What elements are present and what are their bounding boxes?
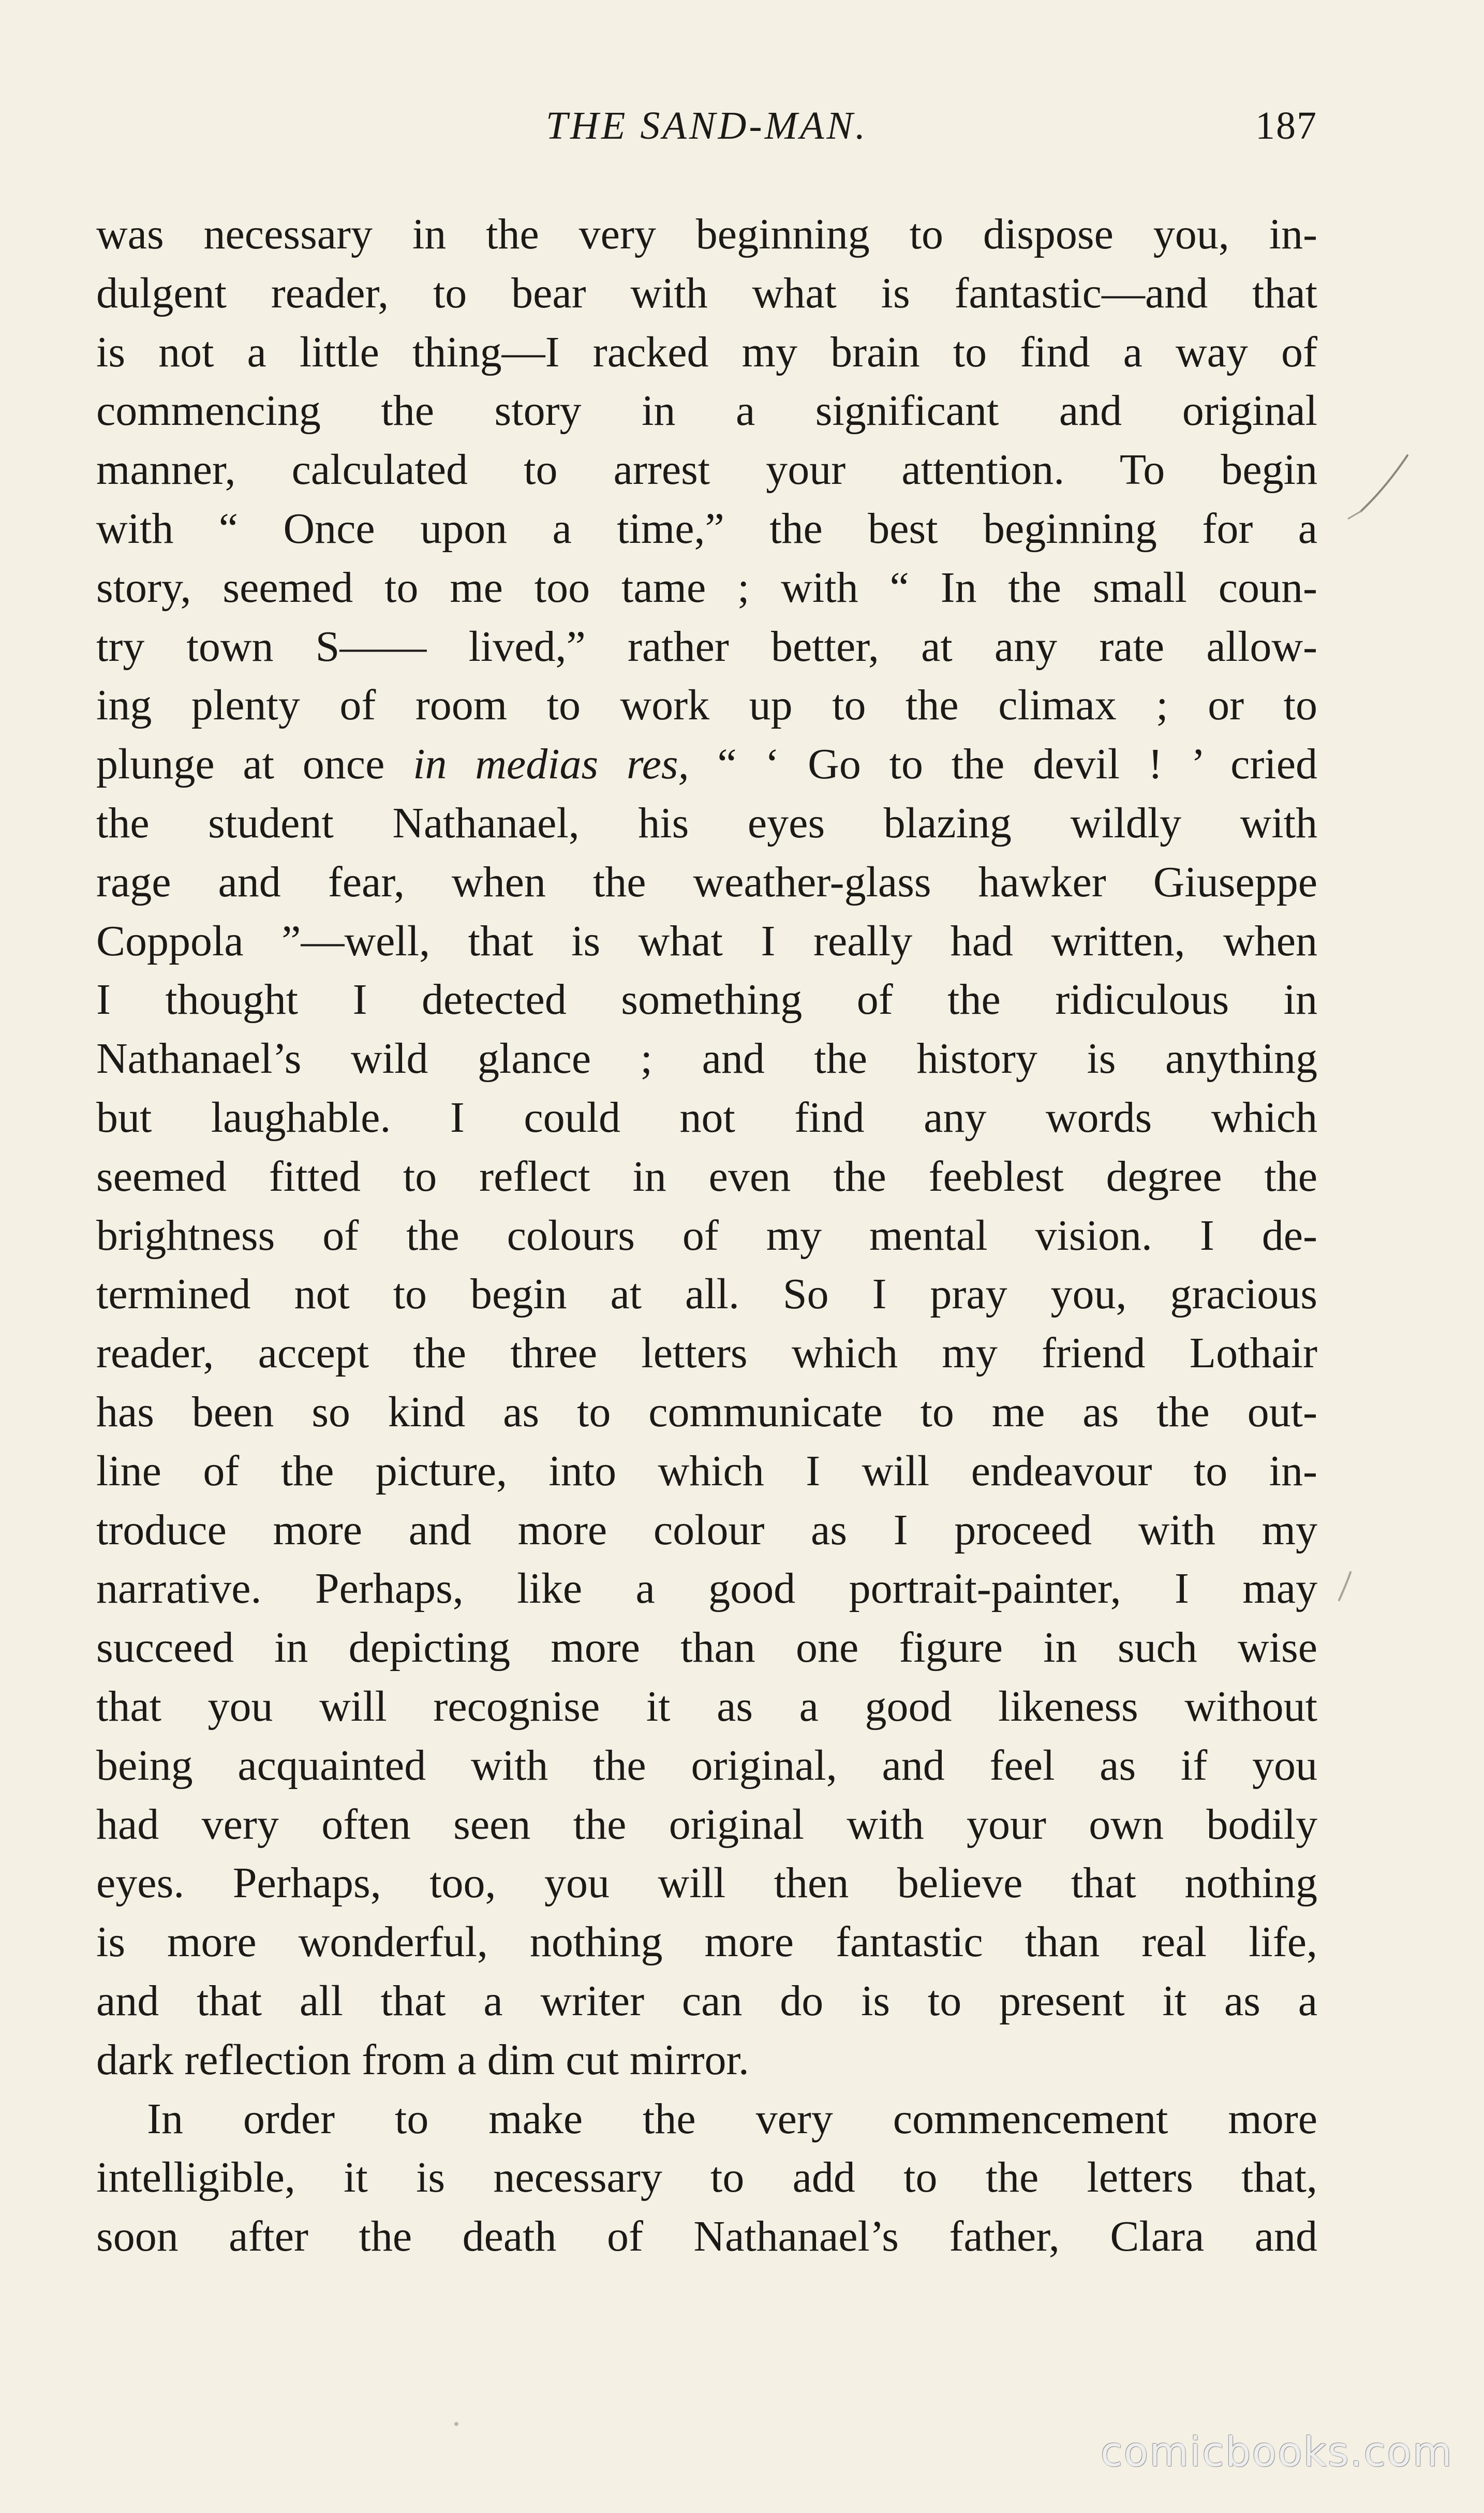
text-line: the student Nathanael, his eyes blazing wildly with xyxy=(96,799,1317,847)
text-line: intelligible, it is necessary to add to the letters that, xyxy=(96,2153,1317,2202)
text-line: Nathanael’s wild glance ; and the history is anything xyxy=(96,1034,1317,1083)
text-line: seemed fitted to reflect in even the feeblest degree the xyxy=(96,1152,1317,1201)
text-run: “ ‘ Go to the devil ! ’ cried xyxy=(689,740,1317,789)
text-line: that you will recognise it as a good likeness without xyxy=(96,1682,1317,1731)
text-line: has been so kind as to communicate to me as the out- xyxy=(96,1387,1317,1436)
text-line: In order to make the very commencement more xyxy=(147,2094,1317,2143)
paper-speck xyxy=(454,2422,458,2426)
text-line: is not a little thing—I racked my brain to find a way of xyxy=(96,328,1317,376)
watermark: comicbooks.com xyxy=(1100,2429,1453,2476)
text-line: soon after the death of Nathanael’s father, Clara and xyxy=(96,2212,1317,2261)
italic-phrase: in medias res, xyxy=(413,740,689,789)
text-run: plunge at once xyxy=(96,740,413,789)
text-line: narrative. Perhaps, like a good portrait-painter, I may xyxy=(96,1564,1317,1613)
text-line: with “ Once upon a time,” the best beginning for a xyxy=(96,504,1317,553)
page-number: 187 xyxy=(1255,104,1317,147)
paragraph xyxy=(96,205,1317,2090)
running-title: THE SAND-MAN. xyxy=(545,104,868,147)
text-line: succeed in depicting more than one figure in such wise xyxy=(96,1623,1317,1672)
body-text xyxy=(96,205,1317,2266)
text-line xyxy=(96,735,1317,794)
text-line: dark reflection from a dim cut mirror. xyxy=(96,2035,749,2084)
text-line: troduce more and more colour as I proceed with my xyxy=(96,1505,1317,1554)
margin-pencil-mark xyxy=(1345,450,1418,528)
paragraph xyxy=(96,2090,1317,2266)
text-line: but laughable. I could not find any words which xyxy=(96,1093,1317,1142)
text-line: Coppola ”—well, that is what I really had written, when xyxy=(96,916,1317,965)
text-line: dulgent reader, to bear with what is fantastic—and that xyxy=(96,269,1317,317)
text-line: was necessary in the very beginning to dispose you, in- xyxy=(96,210,1317,258)
text-line: try town S—— lived,” rather better, at any rate allow- xyxy=(96,622,1317,671)
text-line: manner, calculated to arrest your attention. To begin xyxy=(96,446,1317,494)
text-line: commencing the story in a significant and original xyxy=(96,387,1317,435)
text-line: is more wonderful, nothing more fantastic than real life, xyxy=(96,1918,1317,1967)
text-line: brightness of the colours of my mental vision. I de- xyxy=(96,1211,1317,1260)
running-head xyxy=(96,104,1317,155)
text-line: being acquainted with the original, and feel as if you xyxy=(96,1741,1317,1790)
text-line: had very often seen the original with your own bodily xyxy=(96,1800,1317,1849)
text-line: reader, accept the three letters which my friend Lothair xyxy=(96,1329,1317,1378)
text-line: eyes. Perhaps, too, you will then believe that nothing xyxy=(96,1859,1317,1908)
text-line: and that all that a writer can do is to present it as a xyxy=(96,1976,1317,2025)
text-line: I thought I detected something of the ridiculous in xyxy=(96,975,1317,1024)
text-line: ing plenty of room to work up to the climax ; or to xyxy=(96,681,1317,730)
text-line: line of the picture, into which I will endeavour to in- xyxy=(96,1446,1317,1495)
text-line: story, seemed to me too tame ; with “ In the small coun- xyxy=(96,563,1317,612)
text-line: termined not to begin at all. So I pray you, gracious xyxy=(96,1270,1317,1319)
text-line: rage and fear, when the weather-glass hawker Giuseppe xyxy=(96,858,1317,906)
margin-pencil-mark xyxy=(1335,1568,1356,1604)
